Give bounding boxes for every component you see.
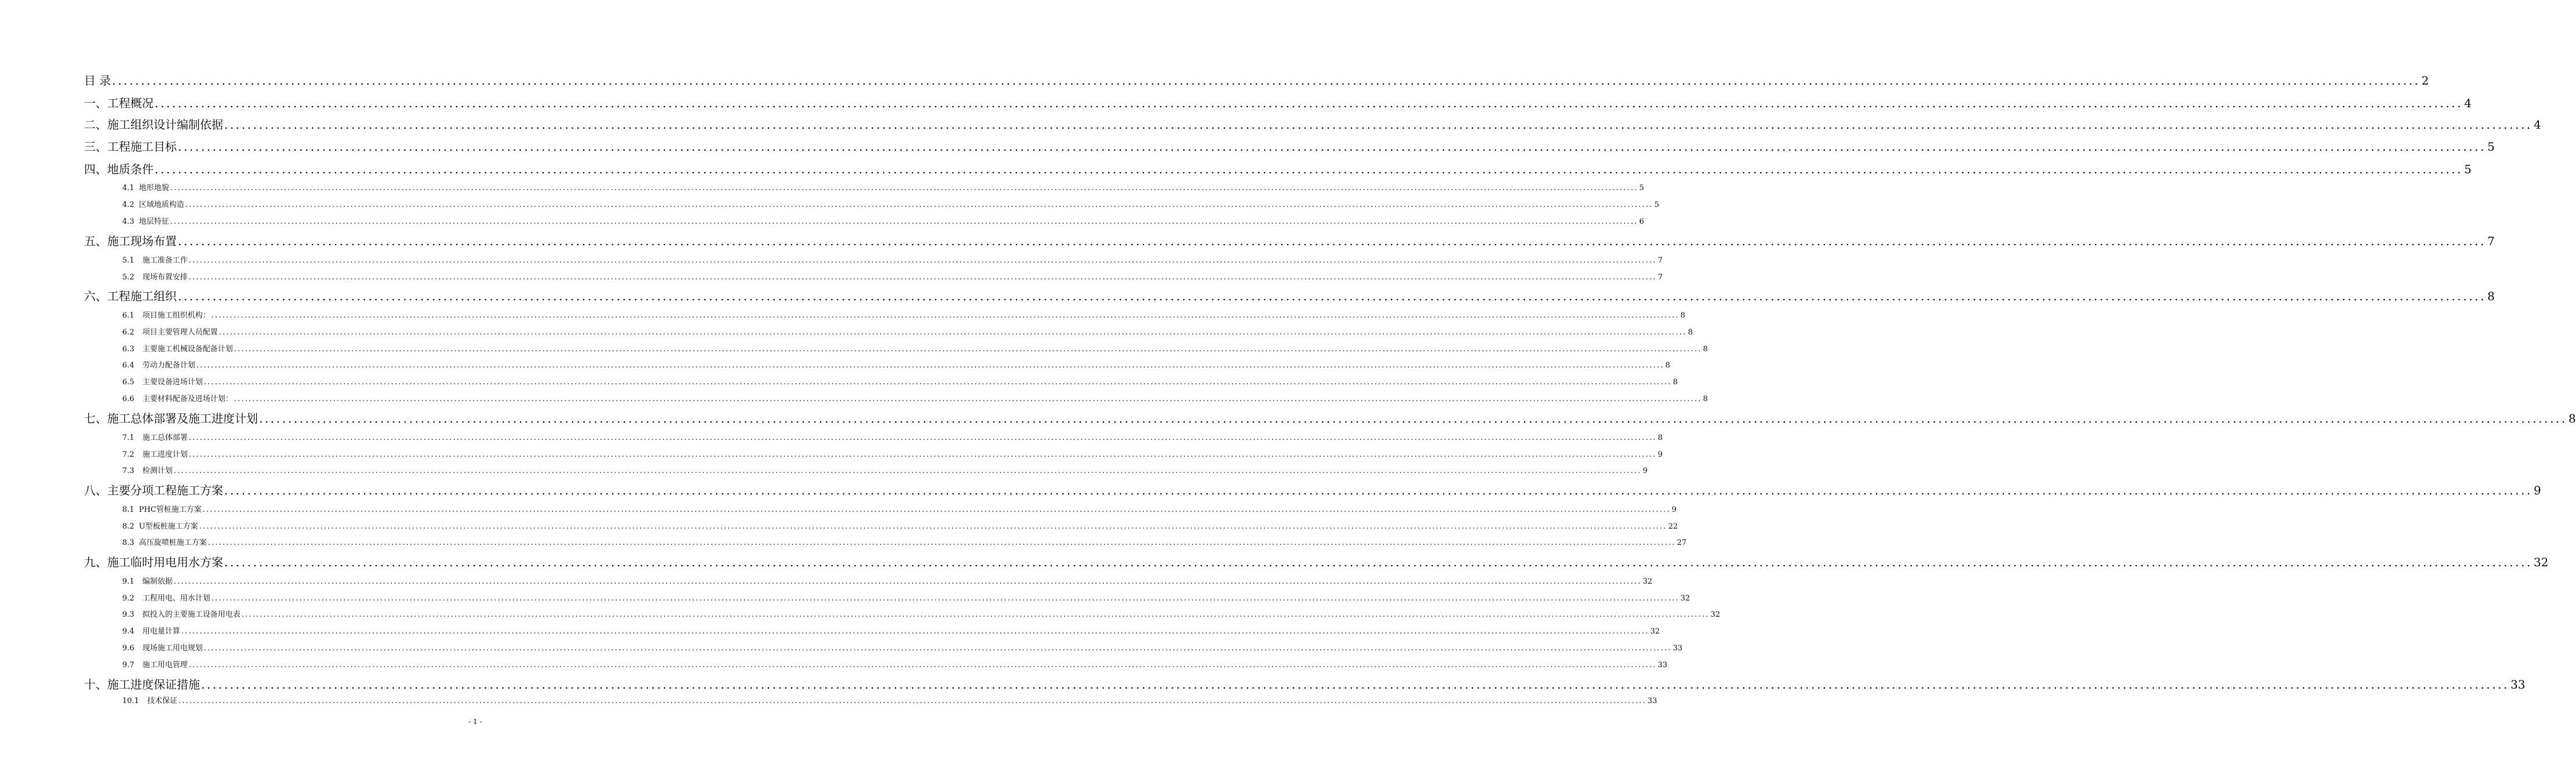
toc-entry-text: PHC管桩施工方案: [139, 505, 202, 514]
dot-leader: ................................................................................................................................................................................................................................................................................................................................................................................................................: [207, 538, 1676, 547]
dot-leader: ................................................................................................................................................................................................................................................................................................................................................................................................................: [234, 395, 1702, 403]
toc-entry-title: [84, 116, 223, 133]
toc-entry-text: 主要施工机械设备配备计划: [142, 345, 233, 354]
toc-entry-text: U型板桩施工方案: [139, 522, 198, 531]
toc-entry-page: 33: [1673, 644, 1683, 653]
toc-entry-title: [122, 609, 241, 621]
dot-leader: ................................................................................................................................................................................................................................................................................................................................................................................................................: [173, 467, 1642, 475]
toc-entry-level2[interactable]: [122, 695, 1657, 708]
toc-entry-text: 现场布置安排: [142, 273, 188, 282]
toc-entry-title: [84, 138, 177, 155]
toc-entry-title: [122, 659, 188, 672]
dot-leader: ................................................................................................................................................................................................................................................................................................................................................................................................................: [199, 522, 1667, 531]
dot-leader: ................................................................................................................................................................................................................................................................................................................................................................................................................: [170, 217, 1638, 226]
toc-entry-title: [84, 676, 200, 693]
toc-entry-text: 地形地貌: [139, 184, 169, 192]
toc-entry-title: [84, 72, 111, 89]
toc-entry-page: 7: [1657, 273, 1663, 282]
toc-entry-number: 4.1: [122, 184, 134, 192]
toc-entry-number: 6.6: [122, 395, 134, 403]
toc-entry-title: [122, 642, 203, 655]
toc-entry-page: 5: [2464, 162, 2472, 176]
toc-entry-level2[interactable]: [122, 271, 1663, 284]
toc-entry-title: [122, 343, 233, 356]
dot-leader: ................................................................................................................................................................................................................................................................................................................................................................................................................: [224, 118, 2533, 132]
toc-entry-page: 9: [2533, 483, 2541, 497]
dot-leader: ................................................................................................................................................................................................................................................................................................................................................................................................................: [185, 201, 1653, 209]
page-number: - 1 -: [468, 718, 482, 726]
dot-leader: ................................................................................................................................................................................................................................................................................................................................................................................................................: [178, 697, 1646, 705]
toc-entry-title: [122, 449, 188, 461]
toc-entry-title: [122, 576, 173, 588]
toc-entry-page: 33: [1647, 697, 1657, 705]
toc-entry-number: 7.3: [122, 467, 134, 475]
toc-entry-title: [84, 554, 223, 571]
dot-leader: ................................................................................................................................................................................................................................................................................................................................................................................................................: [112, 74, 2421, 88]
toc-entry-title: [122, 520, 198, 533]
dot-leader: ................................................................................................................................................................................................................................................................................................................................................................................................................: [173, 577, 1642, 586]
toc-entry-level1[interactable]: [84, 554, 2549, 571]
dot-leader: ................................................................................................................................................................................................................................................................................................................................................................................................................: [155, 96, 2463, 110]
toc-entry-level2[interactable]: [122, 432, 1663, 445]
toc-entry-text: 施工用电管理: [142, 661, 188, 669]
toc-entry-page: 9: [1671, 505, 1677, 514]
toc-entry-title: [122, 216, 169, 228]
toc-entry-number: 6.5: [122, 378, 134, 387]
toc-entry-page: 8: [2568, 412, 2576, 425]
toc-entry-page: 8: [1703, 345, 1708, 354]
toc-entry-number: 9.2: [122, 594, 134, 603]
toc-entry-number: 6.1: [122, 311, 134, 320]
dot-leader: ................................................................................................................................................................................................................................................................................................................................................................................................................: [203, 378, 1672, 387]
toc-entry-page: 5: [2487, 140, 2495, 154]
toc-entry-text: 七、施工总体部署及施工进度计划: [84, 412, 258, 425]
dot-leader: ................................................................................................................................................................................................................................................................................................................................................................................................................: [178, 234, 2486, 248]
toc-entry-text: 检测计划: [142, 467, 173, 475]
dot-leader: ................................................................................................................................................................................................................................................................................................................................................................................................................: [224, 555, 2533, 569]
toc-entry-level1[interactable]: [84, 116, 2541, 133]
toc-entry-page: 32: [1642, 577, 1653, 586]
toc-entry-text: 三、工程施工目标: [84, 140, 177, 154]
dot-leader: ................................................................................................................................................................................................................................................................................................................................................................................................................: [188, 256, 1657, 265]
toc-entry-number: 7.1: [122, 434, 134, 442]
toc-entry-text: 主要设备进场计划: [142, 378, 203, 387]
toc-entry-title: [122, 695, 177, 708]
toc-entry-number: 9.1: [122, 577, 134, 586]
toc-entry-page: 33: [1657, 661, 1668, 669]
dot-leader: ................................................................................................................................................................................................................................................................................................................................................................................................................: [188, 661, 1657, 669]
toc-entry-title: [84, 232, 177, 250]
dot-leader: ................................................................................................................................................................................................................................................................................................................................................................................................................: [155, 162, 2463, 176]
toc-entry-page: 5: [1639, 184, 1644, 192]
toc-entry-text: 技术保证: [147, 697, 177, 705]
toc-entry-title: [84, 287, 177, 305]
toc-entry-page: 8: [1688, 328, 1693, 337]
toc-entry-text: 四、地质条件: [84, 162, 154, 176]
toc-entry-text: 编制依据: [142, 577, 173, 586]
dot-leader: ................................................................................................................................................................................................................................................................................................................................................................................................................: [196, 361, 1664, 370]
toc-entry-text: 现场施工用电规划: [142, 644, 203, 653]
toc-entry-page: 8: [1673, 378, 1678, 387]
toc-entry-level2[interactable]: [122, 199, 1659, 212]
toc-entry-text: 二、施工组织设计编制依据: [84, 118, 223, 132]
toc-entry-number: 7.2: [122, 450, 134, 459]
toc-entry-page: 9: [1642, 467, 1648, 475]
toc-entry-level1[interactable]: [84, 94, 2472, 112]
toc-entry-text: 施工进度计划: [142, 450, 188, 459]
toc-entry-text: 地层特征: [139, 217, 169, 226]
toc-entry-level2[interactable]: [122, 592, 1690, 605]
toc-entry-number: 8.2: [122, 522, 134, 531]
toc-entry-title: [122, 376, 203, 389]
toc-entry-page: 32: [2533, 555, 2549, 569]
toc-entry-level1[interactable]: [84, 410, 2576, 427]
toc-entry-page: 9: [1657, 450, 1663, 459]
toc-entry-page: 5: [1654, 201, 1659, 209]
toc-entry-number: 4.3: [122, 217, 134, 226]
toc-entry-title: [122, 592, 210, 605]
toc-entry-title: [84, 94, 154, 112]
toc-entry-page: 27: [1677, 538, 1687, 547]
toc-entry-text: 一、工程概况: [84, 96, 154, 110]
toc-entry-text: 主要材料配备及进场计划：: [142, 395, 233, 403]
toc-entry-level2[interactable]: [122, 659, 1668, 672]
toc-entry-level2[interactable]: [122, 576, 1653, 588]
toc-entry-title: [122, 359, 195, 372]
toc-entry-level1[interactable]: [84, 482, 2541, 499]
toc-entry-level2[interactable]: [122, 310, 1685, 322]
toc-entry-level2[interactable]: [122, 609, 1721, 621]
toc-entry-level1[interactable]: [84, 72, 2429, 89]
toc-entry-title: [122, 537, 207, 549]
toc-entry-page: 8: [1665, 361, 1670, 370]
toc-entry-page: 7: [1657, 256, 1663, 265]
toc-entry-page: 32: [1680, 594, 1690, 603]
dot-leader: ................................................................................................................................................................................................................................................................................................................................................................................................................: [201, 678, 2509, 691]
dot-leader: ................................................................................................................................................................................................................................................................................................................................................................................................................: [178, 289, 2486, 303]
toc-entry-page: 4: [2464, 96, 2472, 110]
toc-entry-level2[interactable]: [122, 359, 1670, 372]
toc-entry-text: 项目施工组织机构：: [142, 311, 210, 320]
toc-entry-title: [122, 432, 188, 445]
toc-entry-title: [122, 254, 188, 267]
toc-entry-text: 八、主要分项工程施工方案: [84, 483, 223, 497]
dot-leader: ................................................................................................................................................................................................................................................................................................................................................................................................................: [211, 311, 1679, 320]
toc-entry-page: 4: [2533, 118, 2541, 132]
toc-entry-text: 区域地质构造: [139, 201, 184, 209]
dot-leader: ................................................................................................................................................................................................................................................................................................................................................................................................................: [218, 328, 1687, 337]
dot-leader: ................................................................................................................................................................................................................................................................................................................................................................................................................: [202, 505, 1671, 514]
toc-entry-title: [122, 326, 218, 339]
toc-entry-title: [122, 182, 169, 195]
toc-entry-page: 32: [1650, 627, 1660, 636]
toc-entry-level2[interactable]: [122, 642, 1683, 655]
toc-entry-text: 六、工程施工组织: [84, 289, 177, 303]
toc-entry-title: [122, 465, 173, 478]
toc-entry-page: 2: [2421, 74, 2429, 88]
dot-leader: ................................................................................................................................................................................................................................................................................................................................................................................................................: [211, 594, 1679, 603]
toc-entry-level1[interactable]: [84, 138, 2495, 155]
toc-entry-text: 九、施工临时用电用水方案: [84, 555, 223, 569]
toc-entry-title: [122, 504, 202, 516]
toc-entry-text: 拟投入的主要施工设备用电表: [142, 610, 241, 619]
toc-entry-page: 8: [2487, 289, 2495, 303]
toc-entry-page: 7: [2487, 234, 2495, 248]
toc-entry-page: 8: [1680, 311, 1685, 320]
toc-entry-number: 9.4: [122, 627, 134, 636]
toc-entry-title: [84, 410, 258, 427]
toc-entry-number: 10.1: [122, 697, 139, 705]
toc-entry-page: 8: [1657, 434, 1663, 442]
dot-leader: ................................................................................................................................................................................................................................................................................................................................................................................................................: [181, 627, 1649, 636]
toc-entry-text: 施工总体部署: [142, 434, 188, 442]
toc-entry-title: [84, 482, 223, 499]
toc-entry-number: 5.1: [122, 256, 134, 265]
toc-entry-text: 目 录: [84, 74, 111, 88]
toc-entry-title: [122, 625, 180, 638]
toc-entry-number: 9.7: [122, 661, 134, 669]
toc-entry-level2[interactable]: [122, 343, 1708, 356]
toc-entry-level2[interactable]: [122, 537, 1687, 549]
dot-leader: ................................................................................................................................................................................................................................................................................................................................................................................................................: [188, 273, 1657, 282]
toc-entry-level2[interactable]: [122, 504, 1677, 516]
toc-entry-level2[interactable]: [122, 449, 1663, 461]
dot-leader: ................................................................................................................................................................................................................................................................................................................................................................................................................: [188, 434, 1657, 442]
toc-entry-title: [122, 393, 233, 406]
toc-entry-level1[interactable]: [84, 232, 2495, 250]
toc-entry-title: [122, 199, 184, 212]
toc-entry-level2[interactable]: [122, 326, 1693, 339]
toc-entry-text: 十、施工进度保证措施: [84, 678, 200, 691]
toc-entry-title: [122, 310, 210, 322]
toc-entry-level2[interactable]: [122, 625, 1660, 638]
toc-entry-level1[interactable]: [84, 676, 2526, 693]
toc-entry-number: 6.3: [122, 345, 134, 354]
toc-entry-text: 工程用电、用水计划: [142, 594, 210, 603]
toc-entry-number: 8.1: [122, 505, 134, 514]
toc-entry-level1[interactable]: [84, 287, 2495, 305]
toc-entry-number: 4.2: [122, 201, 134, 209]
toc-entry-text: 五、施工现场布置: [84, 234, 177, 248]
toc-entry-title: [122, 271, 188, 284]
toc-entry-title: [84, 161, 154, 178]
toc-entry-number: 9.6: [122, 644, 134, 653]
dot-leader: ................................................................................................................................................................................................................................................................................................................................................................................................................: [188, 450, 1657, 459]
dot-leader: ................................................................................................................................................................................................................................................................................................................................................................................................................: [259, 412, 2567, 425]
dot-leader: ................................................................................................................................................................................................................................................................................................................................................................................................................: [224, 483, 2533, 497]
toc-entry-text: 项目主要管理人员配置: [142, 328, 218, 337]
toc-entry-level2[interactable]: [122, 182, 1644, 195]
toc-entry-level2[interactable]: [122, 216, 1644, 228]
toc-entry-text: 劳动力配备计划: [142, 361, 195, 370]
dot-leader: ................................................................................................................................................................................................................................................................................................................................................................................................................: [234, 345, 1702, 354]
toc-entry-number: 6.4: [122, 361, 134, 370]
toc-entry-number: 6.2: [122, 328, 134, 337]
toc-entry-level1[interactable]: [84, 161, 2472, 178]
toc-entry-number: 5.2: [122, 273, 134, 282]
toc-entry-page: 8: [1703, 395, 1708, 403]
dot-leader: ................................................................................................................................................................................................................................................................................................................................................................................................................: [241, 610, 1710, 619]
toc-entry-page: 33: [2510, 678, 2526, 691]
toc-entry-level2[interactable]: [122, 393, 1708, 406]
toc-entry-level2[interactable]: [122, 465, 1648, 478]
toc-entry-level2[interactable]: [122, 254, 1663, 267]
toc-entry-number: 8.3: [122, 538, 134, 547]
toc-entry-number: 9.3: [122, 610, 134, 619]
dot-leader: ................................................................................................................................................................................................................................................................................................................................................................................................................: [178, 140, 2486, 154]
dot-leader: ................................................................................................................................................................................................................................................................................................................................................................................................................: [170, 184, 1638, 192]
toc-entry-level2[interactable]: [122, 376, 1678, 389]
toc-entry-page: 6: [1639, 217, 1644, 226]
toc-entry-text: 用电量计算: [142, 627, 180, 636]
toc-entry-level2[interactable]: [122, 520, 1678, 533]
toc-entry-text: 施工准备工作: [142, 256, 188, 265]
toc-entry-page: 22: [1668, 522, 1678, 531]
dot-leader: ................................................................................................................................................................................................................................................................................................................................................................................................................: [203, 644, 1672, 653]
toc-entry-text: 高压旋喷桩施工方案: [139, 538, 207, 547]
toc-entry-page: 32: [1710, 610, 1721, 619]
